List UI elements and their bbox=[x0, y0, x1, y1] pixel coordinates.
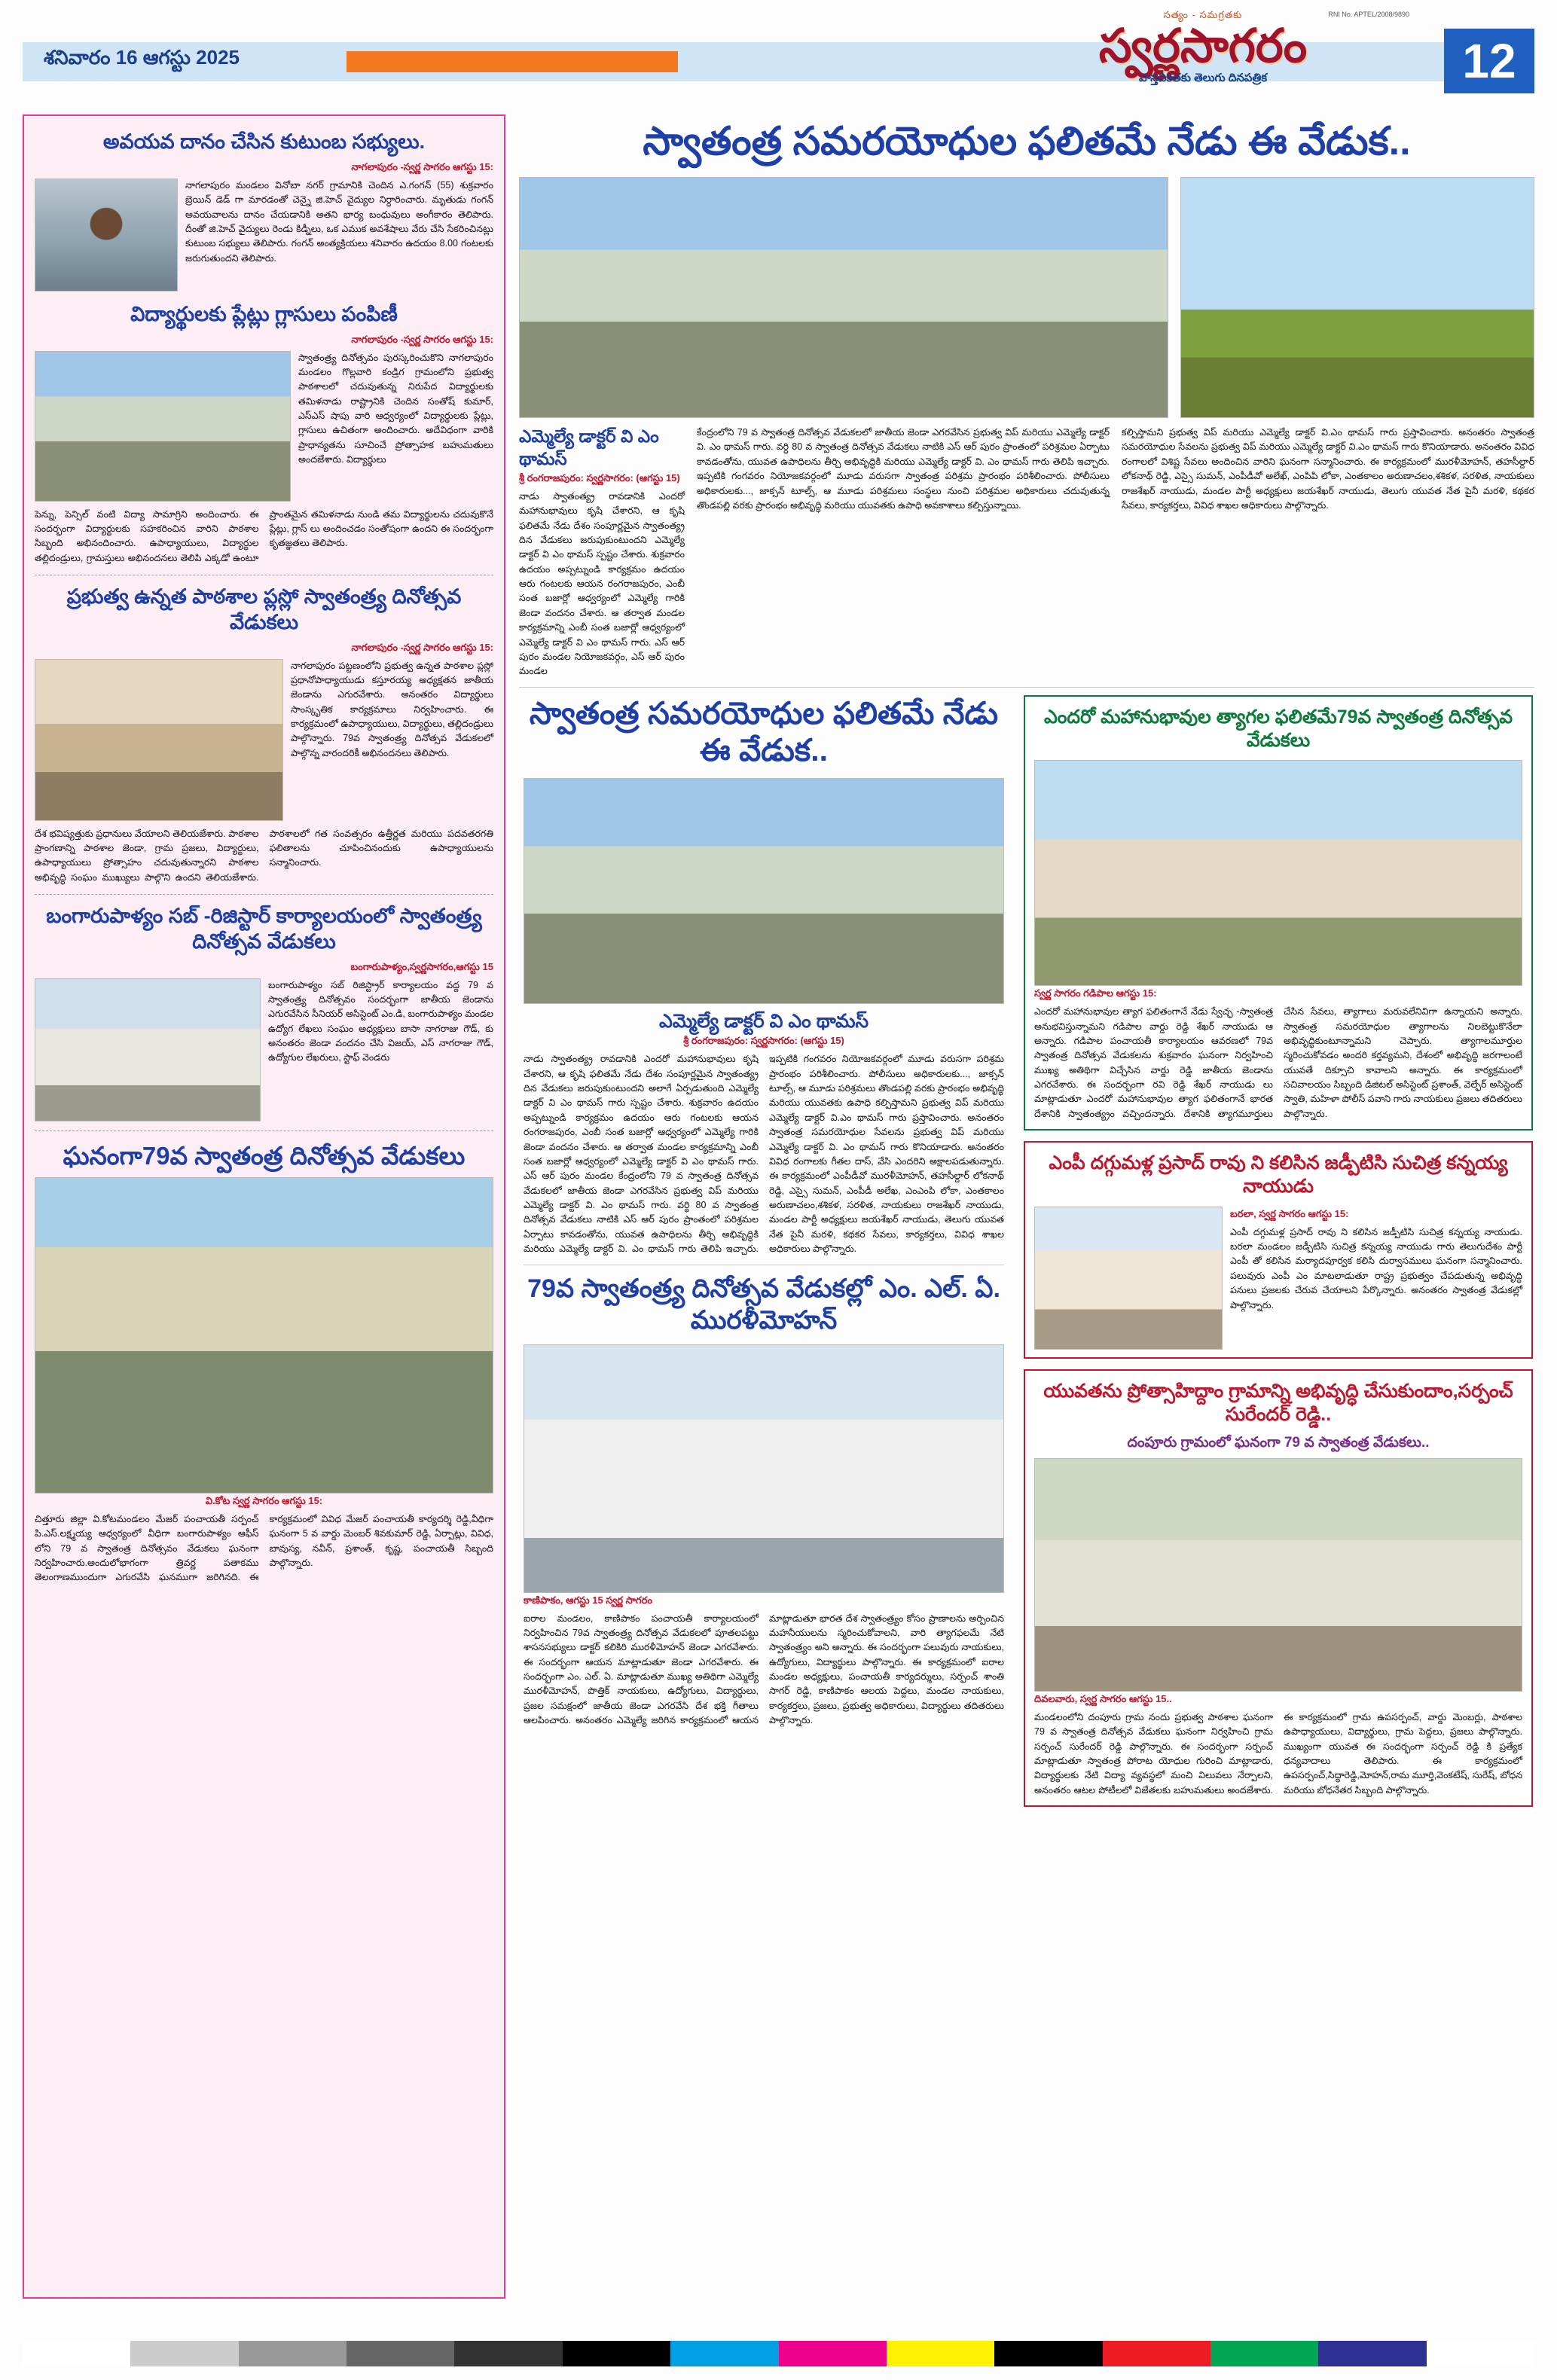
divider bbox=[35, 1130, 493, 1131]
box-body: ఎంపీ దగ్గుమళ్ల ప్రసాద్ రావు ని కలిసిన జడ్పీటిసి సుచిత్ర కన్నయ్య నాయుడు. బరలా మండలం జడ్పీటిసి సుచిత్ర కన్నయ్య నాయుడు గారు తెలుగుదేశం పార్టీ ఎంపీ తో కలిసిన మర్యాదపూర్వక కలిసి దుర్వాసములు ఘనంగా సన్మానించారు. పలువురు ఎంపీ ఎం మాటలాడుతూ రాష్ట్ర ప్రభుత్వం చేపడుతున్న అభివృద్ధి పనులు ప్రజలకు చేరువ చేయాలని పేర్కొన్నారు. అనంతరం స్వాతంత్ర వేడుకల్లో పాల్గొన్నారు. bbox=[1230, 1226, 1522, 1311]
third-headline: 79వ స్వాతంత్ర్య దినోత్సవ వేడుకల్లో ఎం. ఎల్. ఏ. మురళీమోహన్ bbox=[527, 1274, 1000, 1335]
third-body: ఐరాల మండలం, కాణిపాకం పంచాయతీ కార్యాలయంలో నిర్వహించిన 79వ స్వాతంత్ర్య దినోత్సవ వేడుకలలో పూతలపట్టు శాసనసభ్యులు డాక్టర్ కలికిరి మురళీమోహన్ జెండా ఎగరవేశారు. ఈ సందర్భంగా ఆయన మాట్లాడుతూ జెండా ఎగరవేశారు. ఈ సందర్భంగా ఎం. ఎల్. ఏ. మాట్లాడుతూ ముఖ్య అతిథిగా ఎమ్మెల్యే మురళీమోహన్, పొత్తిక్ నాయకులు, ఉద్యోగులు, విద్యార్థులు, ప్రజల సమక్షంలో జాతీయ జెండా ఎగరవేసి దేశ భక్తి గీతాలు ఆలపించారు. అనంతరం ఎమ్మెల్యే జరిగిన కార్యక్రమంలో ఆయన మాట్లాడుతూ భారత దేశ స్వాతంత్ర్యం కోసం ప్రాణాలను అర్పించిన మహనీయులను స్మరించుకోవాలని, వారి త్యాగఫలమే నేటి స్వాతంత్ర్యం అని అన్నారు. ఈ సందర్భంగా పలువురు నాయకులు, ఉద్యోగులు, విద్యార్థులు పాల్గొన్నారు. ఈ కార్యక్రమంలో ఐరాల మండల అధ్యక్షులు, పంచాయతీ కార్యదర్శులు, సర్పంచ్ శాంతి సాగర్ రెడ్డి, కాణిపాకం ఆలయ పెద్దలు, మండల నాయకులు, కార్యకర్తలు, ప్రజలు, ప్రభుత్వ అధికారులు, విద్యార్థులు తదితరులు పాల్గొన్నారు. bbox=[524, 1613, 1004, 1726]
gram-sachivalayam-photo bbox=[1034, 760, 1522, 986]
article-body: బంగారుపాళ్యం సబ్ రిజిస్ట్రార్ కార్యాలయం వద్ద 79 వ స్వాతంత్ర్య దినోత్సవం సందర్భంగా జాతీయ జెండాను ఎగురవేసిన సీనియర్ అసిస్టెంట్ ఎం.డి, బంగారుపాళ్యం మండల ఉద్యోగ లేఖలు సంఘం అధ్యక్షులు బాసా నాగరాజు గౌడ్, కు అనంతరం జెండా వందనం చేసి విజయ్, ఎస్ నాగరాజు గౌడ్, ఉద్యోగుల లేఖరులు, స్టాఫ్ వెండరు bbox=[268, 979, 493, 1063]
color-swatch bbox=[1427, 2341, 1534, 2366]
color-swatch bbox=[454, 2341, 562, 2366]
box-byline: బరలా, స్వర్ణ సాగరం ఆగస్టు 15: bbox=[1230, 1207, 1349, 1219]
article-gadipala-celebration bbox=[1024, 695, 1533, 1131]
main-area bbox=[519, 114, 1534, 2299]
damparu-village-photo bbox=[1034, 1458, 1522, 1692]
box-headline: ఎందరో మహానుభావుల త్యాగల ఫలితమే79వ స్వాతంత్ర దినోత్సవ వేడుకలు bbox=[1043, 706, 1513, 751]
article-byline: నాగలాపురం -స్వర్ణ సాగరం ఆగస్టు 15: bbox=[351, 333, 493, 345]
lead-byline: శ్రీ రంగరాజపురం: స్వర్ణసాగరం: (ఆగస్టు 15) bbox=[519, 471, 680, 484]
article-mp-meeting bbox=[1024, 1141, 1533, 1359]
color-swatch bbox=[670, 2341, 778, 2366]
lead-headline: స్వాతంత్ర సమరయోధుల ఫలితమే నేడు ఈ వేడుక.. bbox=[643, 120, 1411, 163]
village-celebration-photo bbox=[35, 1177, 493, 1494]
divider bbox=[519, 687, 1534, 688]
freedom-fighter-statue-photo bbox=[1180, 177, 1534, 418]
lead-body-col2: కేంద్రంలోని 79 వ స్వాతంత్ర దినోత్సవ వేడుకలలో జాతీయ జెండా ఎగరవేసిన ప్రభుత్వ విప్ మరియు ఎమ్మెల్యే డాక్టర్ వి. ఎం థామస్ గారు. వర్ధి 80 వ స్వాతంత్ర దినోత్సవ వేడుకలు నాటికి ఎస్ ఆర్ పురం ప్రాంతంలో పరిశ్రమల ఏర్పాటు కావడంతోను, యువత ఉపాధిలను తీర్చి అభివృద్ధికి మరియు ఎమ్మెల్యే డాక్టర్ వి. ఎం థామస్ గారు తెలిపి ఇచ్చారు. ఇప్పటికి గంగవరం నియోజకవర్గంలో మూడు వరుసగా స్వాతంత్ర పరిశ్రమ ప్రారంభం పరిశీలించారు. పోలీసులు అధికారులకు..., జాక్సన్ టూల్స్, ఆ మూడు పరిశ్రమలు సంస్థలు నుంచి పరిశ్రమల అధికారులు చదువుతున్న తొండపల్లి వరకు ప్రారంభం అభివృద్ధి మరియు యువతకు ఉపాధి అవకాశాలు కల్పిస్తున్నాయి. bbox=[697, 427, 1110, 511]
color-swatch bbox=[239, 2341, 347, 2366]
lead-body-col3: కల్పిస్తామని ప్రభుత్వ విప్ మరియు ఎమ్మెల్యే డాక్టర్ వి.ఎం థామస్ గారు ప్రస్తావించారు. అనంతరం స్వాతంత్ర సమరయోధుల సేవలను ప్రభుత్వ విప్ మరియు ఎమ్మెల్యే డాక్టర్ వి.ఎం థామస్ గారు కొనియాడారు. అనంతరం వివిధ రంగాలలో విశిష్ట సేవలు అందించిన వారిని ఘనంగా సన్మానించారు. ఈ కార్యక్రమంలో మురళీమోహన్, తహసీల్దార్ లోకనాథ్ రెడ్డి, ఎస్సై సుమన్, ఎంపీడీవో అలేఖ్, ఎంపిపి లోకా, ఎంతకాలం అరుణాచలం,శశికళ, సరళిత, నాయకులు రాజశేఖర్ నాయుడు, మండల పార్టీ అధ్యక్షులు జయశేఖర్ నాయుడు, తెలుగు యువత నేత పైనీ మరళి, కథకర సేవలు, కార్యకర్తలు, వివిధ శాఖల అధికారులు పాల్గొన్నారు. bbox=[1122, 427, 1534, 511]
logo-title: స్వర్ణసాగరం bbox=[1098, 21, 1308, 72]
page-content bbox=[23, 114, 1534, 2299]
color-swatch bbox=[563, 2341, 670, 2366]
divider bbox=[35, 894, 493, 895]
article-headline: విద్యార్థులకు ప్లేట్లు గ్లాసులు పంపిణీ bbox=[130, 302, 398, 325]
second-byline: శ్రీ రంగరాజపురం: స్వర్ణసాగరం: (ఆగస్టు 15) bbox=[683, 1035, 844, 1047]
box-headline: యువతను ప్రోత్సాహిద్దాం గ్రామాన్ని అభివృద్ధి చేసుకుందాం,సర్పంచ్ సురేందర్ రెడ్డి.. bbox=[1043, 1380, 1513, 1425]
article-damparu-celebration bbox=[1024, 1369, 1533, 1808]
left-column bbox=[23, 114, 505, 2299]
article-plates-distribution bbox=[35, 302, 493, 566]
article-body-bottom: దేశ భవిష్యత్తుకు ప్రధానులు వేయాలని తెలియజేశారు. పాఠశాల ప్రాంగణాన్ని పాఠశాల జెండా, గ్రామ ప్రజలు, విద్యార్థులు, ఉపాధ్యాయులు ప్రోత్సాహం చదువుతున్నారని పాఠశాల అభివృద్ధి సంఘం ముఖ్యులు పాల్గొని ఉందని తెలియజేశారు. పాఠశాలలో గత సంవత్సరం ఉత్తీర్ణత మరియు పదవతరగతి ఫలితాలను చూపించినందుకు ఉపాధ్యాయులను సన్మానించారు. bbox=[35, 828, 493, 883]
box-subhead: దంపూరు గ్రామంలో ఘనంగా 79 వ స్వాతంత్ర వేడుకలు.. bbox=[1127, 1435, 1430, 1451]
article-headline: అవయవ దానం చేసిన కుటుంబ సభ్యులు. bbox=[102, 130, 426, 153]
school-celebration-photo bbox=[35, 659, 283, 821]
article-body-bottom: పెన్ను, పెన్సిల్ వంటి విద్యా సామాగ్రిని అందించారు. ఈ సందర్భంగా విద్యార్థులకు సహకరించిన వారిని పాఠశాల సిబ్బంది అభినందించారు. ఉపాధ్యాయులు, విద్యార్థుల తల్లిదండ్రులు, గ్రామస్తులు అభినందనలు తెలిపి ఎక్కడో ఉంటూ ప్రాంతమైన తమిళనాడు నుండి తమ విద్యార్థులను చదువుకొనే ప్లేట్లు, గ్లాస్ లు అందించడం సంతోషంగా ఉందని ఈ సందర్భంగా కృతజ్ఞతలు తెలిపారు. bbox=[35, 508, 493, 563]
page-number: 12 bbox=[1444, 29, 1534, 93]
second-celebration-photo bbox=[524, 778, 1004, 1004]
box-byline: స్వర్ణ సాగరం గడిపాల ఆగస్టు 15: bbox=[1034, 987, 1157, 999]
color-swatch bbox=[23, 2341, 130, 2366]
lead-body-col1: నాడు స్వాతంత్య్ర రావడానికి ఎందరో మహానుభావులు కృషి చేశారని, ఆ కృషి ఫలితమే నేడు దేశం సంపూర్ణమైన స్వాతంత్య్ర దిన వేడుకలు జరుపుకుంటుందని ఎమ్మెల్యే డాక్టర్ వి ఎం థామస్ స్పష్టం చేశారు. శుక్రవారం ఉదయం అప్పట్నుండి కార్యక్రమం ఉదయం ఆరు గంటలకు ఆయన రంగరాజపురం, ఎంబీ సంత బజార్లో ఆధ్వర్యంలో ఎమ్మెల్యే గారికి జెండా వందనం చేశారు. ఆ తర్వాత మండల కార్యక్రమాన్ని ఎంబీ సంత బజార్లో ఆధ్వర్యంలో ఎమ్మెల్యే డాక్టర్ వి ఎం థామస్ గారు. ఎస్ ఆర్ పురం మండల నియోజకవర్గం, ఎస్ ఆర్ పురం మండల bbox=[519, 490, 685, 677]
lead-subhead: ఎమ్మెల్యే డాక్టర్ వి ఎం థామస్ bbox=[519, 426, 659, 468]
box-headline: ఎంపీ దగ్గుమళ్ల ప్రసాద్ రావు ని కలిసిన జడ్పీటిసి సుచిత్ర కన్నయ్య నాయుడు bbox=[1049, 1152, 1508, 1198]
independence-day-main-photo bbox=[519, 177, 1168, 418]
color-swatch bbox=[1103, 2341, 1210, 2366]
article-school-celebration bbox=[35, 584, 493, 885]
box-body: మండలంలోని దంపూరు గ్రామ నందు ప్రభుత్వ పాఠశాల ఘనంగా 79 వ స్వాతంత్ర దినోత్సవ వేడుకలు ఘనంగా నిర్వహించి గ్రామ సర్పంచ్ సురేందర్ రెడ్డి పాల్గొన్నారు. ఈ సందర్భంగా సర్పంచ్ మాట్లాడుతూ స్వాతంత్ర పోరాట యోధుల గురించి మాట్లాడారు, విద్యార్థులకు నేటి విద్యా వ్యవస్థలో మంచి విలువలు నేర్పాలని, అనంతరం ఆటల పోటీలలో విజేతలకు బహుమతులు అందజేశారు. ఈ కార్యక్రమంలో గ్రామ ఉపసర్పంచ్, వార్డు మెంబర్లు, పాఠశాల ఉపాధ్యాయులు, విద్యార్థులు, గ్రామ పెద్దలు, ప్రజలు పాల్గొన్నారు. ముఖ్యంగా యువత ఈ సందర్భంగా సర్పంచ్ రెడ్డి కి ప్రత్యేక ధన్యవాదాలు తెలిపారు. ఈ కార్యక్రమంలో ఉపసర్పంచ్,సిద్ధారెడ్డి,మోహన్,రామ మూర్తి,వెంకటేష్, సురేష్, బోధన మరియు బోధనేతర సిబ్బంది పాల్గొన్నారు. bbox=[1034, 1711, 1522, 1796]
lead-body-row bbox=[519, 426, 1534, 679]
article-vkota-celebration bbox=[35, 1140, 493, 1585]
article-body: చిత్తూరు జిల్లా వి.కోటమండలం మేజర్ పంచాయతీ సర్పంచ్ పి.ఎస్.లక్ష్మయ్య ఆధ్వర్యంలో వీధిగా బంగారుపాళ్యం ఆఫీస్ లోని 79 వ స్వాతంత్ర దినోత్సవం వేడుకలు ఘనంగా నిర్వహించారు.అందులోభాగంగా త్రివర్ణ పతాకము తెలంగాణముందుగా ఎగురవేసి ఘనముగా జరిగినది. ఈ కార్యక్రమంలో వివిధ మేజర్ పంచాయతీ కార్యదర్శి రెడ్డి,వీధిగా ఘనంగా 5 వ వార్డు మెంబర్ శివకుమార్ రెడ్డి, ఏర్పాట్లు, వివిధ, బావుస్య, నవీన్, ప్రశాంత్, కృష్ణ, పంచాయతీ సిబ్బంది పాల్గొన్నారు. bbox=[35, 1513, 493, 1583]
mid-column bbox=[519, 695, 1009, 2299]
newspaper-logo bbox=[992, 6, 1414, 102]
plates-distribution-photo bbox=[35, 351, 291, 502]
color-swatch bbox=[779, 2341, 887, 2366]
mla-group-photo bbox=[524, 1344, 1004, 1593]
logo-tagline-bottom: వాస్తవికతకు తెలుగు దినపత్రిక bbox=[1138, 72, 1268, 84]
color-swatch bbox=[347, 2341, 454, 2366]
lead-subhead-block bbox=[519, 426, 685, 679]
sub-registrar-flag-photo bbox=[35, 978, 261, 1121]
color-swatch bbox=[1318, 2341, 1426, 2366]
logo-tagline-top: సత్యం - సమగ్రతకు bbox=[1163, 9, 1243, 20]
color-swatch bbox=[130, 2341, 238, 2366]
second-subhead: ఎమ్మెల్యే డాక్టర్ వి ఎం థామస్ bbox=[658, 1011, 869, 1033]
article-organ-donation bbox=[35, 130, 493, 291]
color-swatch bbox=[1210, 2341, 1318, 2366]
second-body: నాడు స్వాతంత్య్ర రావడానికి ఎందరో మహానుభావులు కృషి చేశారని, ఆ కృషి ఫలితమే నేడు దేశం సంపూర్ణమైన స్వాతంత్య్ర దిన వేడుకలు జరుపుకుంటుందని అలాగే ఏర్పడుతుంది ఎమ్మెల్యే డాక్టర్ వి ఎం థామస్ గారు స్పష్టం చేశారు. శుక్రవారం ఉదయం అప్పట్నుండి కార్యక్రమం ఉదయం ఆరు గంటలకు ఆయన రంగరాజపురం, ఎంబీ సంత బజార్లో ఆధ్వర్యంలో ఎమ్మెల్యే గారికి జెండా వందనం చేశారు. ఆ తర్వాత మండల కార్యక్రమాన్ని ఎంబీ సంత బజార్లో ఆధ్వర్యంలో ఎమ్మెల్యే డాక్టర్ వి ఎం థామస్ గారు. ఎస్ ఆర్ పురం మండల కేంద్రంలోని 79 వ స్వాతంత్ర దినోత్సవ వేడుకలలో జాతీయ జెండా ఎగరవేసిన ప్రభుత్వ విప్ మరియు ఎమ్మెల్యే డాక్టర్ వి. ఎం థామస్ గారు. వర్ధి 80 వ స్వాతంత్ర దినోత్సవ వేడుకలు నాటికి ఎస్ ఆర్ పురం ప్రాంతంలో పరిశ్రమల ఏర్పాటు కావడంతోను, యువత ఉపాధిలను తీర్చి అభివృద్ధికి మరియు ఎమ్మెల్యే డాక్టర్ వి. ఎం థామస్ గారు తెలిపి ఇచ్చారు. ఇప్పటికి గంగవరం నియోజకవర్గంలో మూడు వరుసగా పరిశ్రమ ప్రారంభం పరిశీలించారు. పోలీసులు అధికారులకు..., జాక్సన్ టూల్స్, ఆ మూడు పరిశ్రమలు తొండపల్లి వరకు ప్రారంభం అభివృద్ధి మరియు యువతకు ఉపాధి కల్పిస్తామని ప్రభుత్వ విప్ మరియు ఎమ్మెల్యే డాక్టర్ వి.ఎం థామస్ గారు ప్రస్తావించారు. అనంతరం స్వాతంత్ర సమరయోధుల సేవలను ప్రభుత్వ విప్ మరియు ఎమ్మెల్యే డాక్టర్ వి. ఎం థామస్ గారు కొనియాడారు. అనంతరం వివిధ రంగాలకు గీతల దాస్, వేసి ఎందరిని అక్షాలపడుతున్నారు. ఈ కార్యక్రమంలో ఎంపీడీవో మురళీమోహన్, తహసీల్దార్ లోకనాథ్ రెడ్డి, ఎస్సై సుమన్, ఎంపీడీ అలేఖ, ఎంఎంపి లోకా, ఎంతకాలం అరుణాచలం,శశికళ, సరళిత, నాయకులు రాజశేఖర్ నాయుడు, మండల పార్టీ అధ్యక్షులు జయశేఖర్ నాయుడు, తెలుగు యువత నేత పైనీ మరళి, కథకర సేవలు, కార్యకర్తలు, వివిధ శాఖల అధికారులు పాల్గొన్నారు. bbox=[524, 1054, 1004, 1255]
article-headline: ప్రభుత్వ ఉన్నత పాఠశాల ప్లస్లో స్వాతంత్ర్య దినోత్సవ వేడుకలు bbox=[66, 585, 462, 633]
article-headline: ఘనంగా79వ స్వాతంత్ర దినోత్సవ వేడుకలు bbox=[63, 1141, 466, 1170]
article-byline: బంగారుపాళ్యం,స్వర్ణసాగరం,ఆగస్టు 15 bbox=[350, 960, 493, 972]
logo-registration-text: RNI No. APTEL/2008/9890 bbox=[1328, 11, 1409, 18]
article-byline: నాగలాపురం -స్వర్ణ సాగరం ఆగస్టు 15: bbox=[351, 160, 493, 172]
box-byline: దివలవారు, స్వర్ణ సాగరం ఆగస్టు 15.. bbox=[1034, 1692, 1172, 1704]
article-byline: వి.కోట స్వర్ణ సాగరం ఆగస్టు 15: bbox=[205, 1494, 323, 1506]
color-swatch bbox=[994, 2341, 1102, 2366]
article-body-top: నాగలాపురం పట్టణంలోని ప్రభుత్వ ఉన్నత పాఠశాల ప్లస్లో ప్రధానోపాధ్యాయుడు కస్తూరయ్య అధ్యక్షతన జాతీయ జెండాను ఎగురవేశారు. అనంతరం విద్యార్థులు సాంస్కృతిక కార్యక్రమాలు నిర్వహించారు. ఈ కార్యక్రమంలో ఉపాధ్యాయులు, విద్యార్థులు, తల్లిదండ్రులు పాల్గొన్నారు. 79వ స్వాతంత్ర్య దినోత్సవ వేడుకలలో పాల్గొన్న వారందరికీ అభినందనలు తెలిపారు. bbox=[291, 660, 493, 758]
article-byline: నాగలాపురం -స్వర్ణ సాగరం ఆగస్టు 15: bbox=[351, 641, 493, 653]
lower-region bbox=[519, 695, 1534, 2299]
box-body: ఎందరో మహానుభావుల త్యాగ ఫలితంగానే నేడు స్వేచ్ఛ -స్వాతంత్ర అనుభవిస్తున్నామని గడిపాల వార్డు రెడ్డి శేఖర్ నాయుడు ఆ అన్నారు. గడిపాల పంచాయతీ కార్యాలయం ఆవరణలో 79వ స్వాతంత్ర దినోత్సవ వేడుకలను శుక్రవారం ఘనంగా నిర్వహించి ముఖ్య అతిథిగా విచ్చేసిన వార్డు రెడ్డి జాతీయ జెండాను ఎగరవేశారు. ఈ సందర్భంగా రవి రెడ్డి శేఖర్ నాయుడు లు మాట్లాడుతూ ఎందరో మహానుభావుల త్యాగ ఫలితంగానే భారత దేశానికి స్వాతంత్య్రం వచ్చిందన్నారు. దేశానికి త్యాగమూర్తులు చేసిన సేవలు, త్యాగాలు మరువలేనివిగా ఉన్నాయని అన్నారు. స్వాతంత్ర సమరయోధుల త్యాగాలను నిలబెట్టుకొనేలా అభివృద్ధికుంటూన్నామని చెప్పారు. త్యాగాలమూర్తుల స్మరించుకోవడం అందరి కర్తవ్యమని, దేశంలో అభివృద్ధి జరగాలంటే యువతే దిక్సూచి కావాలని అన్నారు. ఈ కార్యక్రమంలో సచివాలయం సిబ్బంది డిజిటల్ అసిస్టెంట్ ప్రశాంత్, వెల్ఫేర్ అసిస్టెంట్ స్వాతి, మహిళా పోలీస్ పవాని గారు నాయకులు ప్రజలు తదితరులు పాల్గొన్నారు. bbox=[1034, 1006, 1522, 1119]
issue-date: శనివారం 16 ఆగస్టు 2025 bbox=[44, 45, 240, 69]
article-body-top: స్వాతంత్ర్య దినోత్సవం పురస్కరించుకొని నాగలాపురం మండలం గొల్లవారి కండ్రిగ గ్రామంలోని ప్రభుత్వ పాఠశాలలో చదువుతున్న నిరుపేద విద్యార్థులకు తమిళనాడు రాష్ట్రానికి చెందిన సంతోష్ కుమార్, ఎస్ఎస్ షాపు వారి ఆధ్వర్యంలో విద్యార్థులకు ప్లేట్లు, గ్లాసులు ఉచితంగా అందించారు. అదేవిధంగా వారికి ప్రాధాన్యతను సూచించే ప్రోత్సాహక బహుమతులు అందజేశారు. విద్యార్థులు bbox=[298, 352, 493, 465]
article-sub-registrar bbox=[35, 904, 493, 1121]
second-headline: స్వాతంత్ర సమరయోధుల ఫలితమే నేడు ఈ వేడుక.. bbox=[529, 695, 999, 767]
color-calibration-bar bbox=[23, 2341, 1534, 2366]
mp-meeting-photo bbox=[1034, 1207, 1223, 1350]
right-column bbox=[1022, 695, 1534, 2299]
organ-donor-portrait-photo bbox=[35, 178, 178, 291]
article-headline: బంగారుపాళ్యం సబ్ -రిజిస్టార్ కార్యాలయంలో స్వాతంత్ర్య దినోత్సవ వేడుకలు bbox=[46, 905, 482, 953]
lead-photo-row bbox=[519, 177, 1534, 418]
third-byline: కాణిపాకం, ఆగస్టు 15 స్వర్ణ సాగరం bbox=[524, 1594, 652, 1606]
color-swatch bbox=[887, 2341, 994, 2366]
masthead bbox=[23, 9, 1534, 107]
article-body: నాగలాపురం మండలం వినోబా నగర్ గ్రామానికి చెందిన ఎ.గంగన్ (55) శుక్రవారం బ్రెయిన్ డెడ్ గా మారడంతో చెన్నై జి.హెచ్ వైద్యుల నిర్ధారించారు. మృతుడు గంగన్ అవయవాలను దానం చేయడానికి అతని భార్య బంధువులు అంగీకారం తెలిపారు. దీంతో జి.హెచ్ వైద్యులు రెండు కిడ్నీలు, ఒక ఎముక అవశేషాలు వేరు చేసి సేకరించినట్లు కుటుంబ సభ్యులు తెలిపారు. గంగన్ అంత్యక్రియలు శనివారం ఉదయం 8.00 గంటలకు జరుగుతుందని తెలిపారు. bbox=[185, 179, 493, 264]
